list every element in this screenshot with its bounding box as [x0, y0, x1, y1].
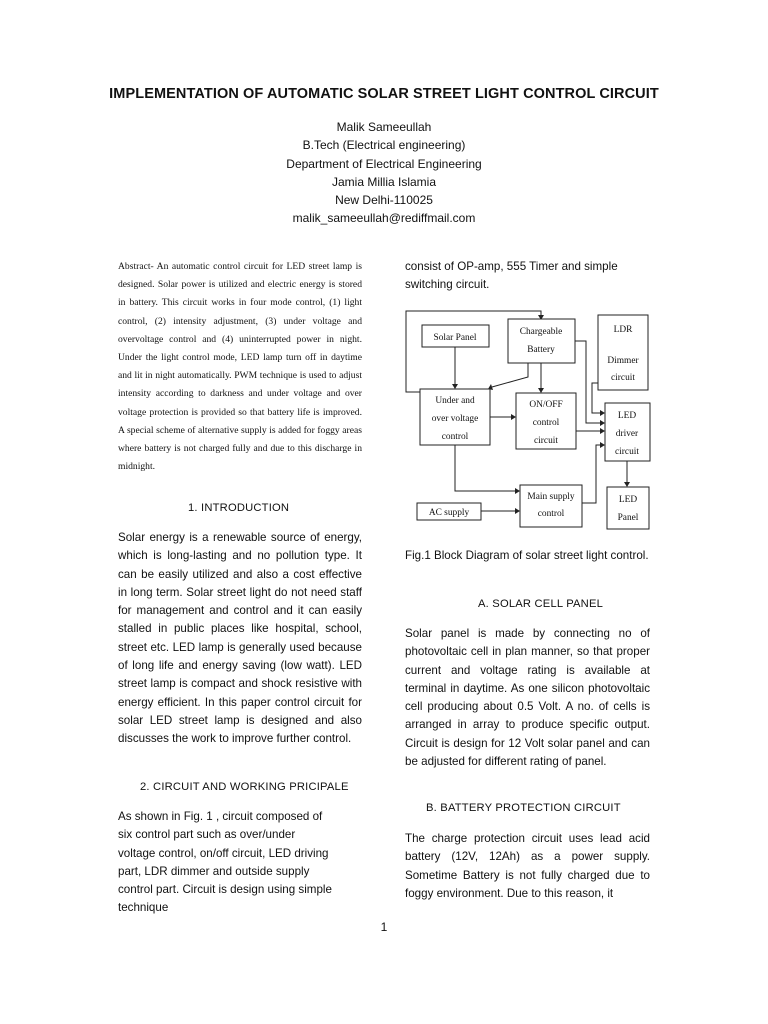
main-supply-label-1: Main supply — [527, 492, 575, 502]
arrow-head — [515, 488, 520, 494]
author-city: New Delhi-110025 — [335, 193, 433, 208]
led-driver-label-3: circuit — [615, 447, 639, 457]
author-name: Malik Sameeullah — [336, 120, 432, 134]
led-driver-label-1: LED — [617, 411, 637, 421]
battery-label-1: Chargeable — [519, 327, 563, 337]
author-email: malik_sameeullah@rediffmail.com — [292, 211, 476, 226]
dimmer-label-1: Dimmer — [607, 356, 639, 366]
uov-label-1: Under and — [435, 396, 475, 406]
arrow-head — [452, 384, 458, 389]
dimmer-label-2: circuit — [611, 373, 635, 383]
author-degree: B.Tech (Electrical engineering) — [302, 138, 466, 153]
battery-heading: B. BATTERY PROTECTION CIRCUIT — [426, 802, 621, 814]
circuit-heading: 2. CIRCUIT AND WORKING PRICIPALE — [140, 781, 349, 793]
battery-label-2: Battery — [527, 345, 555, 355]
led-panel-label-1: LED — [618, 495, 638, 505]
wire — [575, 341, 601, 423]
arrow-head — [600, 442, 605, 448]
arrow-head — [600, 410, 605, 416]
circuit-text: As shown in Fig. 1 , circuit composed of six control part such as over/under voltage control, on/off circuit, LED driving part, LDR dimmer and outside supply control part. Circuit is design using simple technique — [118, 810, 332, 915]
circuit-text-continued: consist of OP-amp, 555 Timer and simple switching circuit. — [405, 260, 618, 292]
uov-label-3: control — [441, 432, 469, 442]
wire — [492, 363, 528, 387]
figure-caption: Fig.1 Block Diagram of solar street light control. — [405, 549, 649, 562]
main-supply-label-2: control — [537, 509, 565, 519]
led-panel-label-2: Panel — [617, 513, 639, 523]
onoff-label-3: circuit — [534, 436, 558, 446]
paper-title: IMPLEMENTATION OF AUTOMATIC SOLAR STREET LIGHT CONTROL CIRCUIT — [109, 86, 659, 102]
led-driver-label-2: driver — [615, 429, 639, 439]
uov-label-2: over voltage — [431, 414, 479, 424]
author-university: Jamia Millia Islamia — [331, 174, 437, 189]
wire — [455, 445, 516, 491]
abstract: Abstract- An automatic control circuit for LED street lamp is designed. Solar power is utilized and electric energy is stored in battery. This circuit works in four mode control, (1) light control, (2) intensity adjustment, (3) under voltage and overvoltage control and (4) uninterrupted power in night. Under the light control mode, LED lamp turn off in daytime and lit in night automatically. PWM technique is used to adjust intensity according to darkness and under voltage and over voltage protection is provided so that battery life is improved. A special scheme of alternative supply is added for foggy areas where battery is not charged fully and due to this discharge in midnight. — [118, 261, 362, 473]
introduction-heading: 1. INTRODUCTION — [188, 502, 290, 514]
ldr-label: LDR — [613, 325, 633, 335]
solar-panel-label: Solar Panel — [433, 333, 477, 343]
solar-panel-heading: A. SOLAR CELL PANEL — [478, 598, 604, 610]
arrow-head — [600, 428, 605, 434]
wire — [582, 445, 601, 503]
solar-panel-text: Solar panel is made by connecting no of photovoltaic cell in plan manner, so that proper current and voltage rating is available at terminal in daytime. As one silicon photovoltaic cell producing about 0.5 Volt. A no. of cells is arranged in array to produce specific output. Circuit is design for 12 Volt solar panel and can be adjusted for different rating of panel. — [405, 627, 650, 769]
arrow-head — [515, 508, 520, 514]
battery-block — [508, 319, 575, 363]
onoff-label-2: control — [532, 418, 560, 428]
onoff-label-1: ON/OFF — [529, 400, 563, 410]
block-diagram — [400, 305, 660, 535]
author-department: Department of Electrical Engineering — [286, 156, 482, 171]
introduction-text: Solar energy is a renewable source of energy, which is long-lasting and no pollution type. It can be easily utilized and also a cost effective in long term. Solar street light do not need staff for management and control and it can easily stalled in public places like hospital, school, street etc. LED lamp is generally used because of long life and energy saving (low watt). LED street lamp is compact and shock resistive with energy efficient. In this paper control circuit for solar LED street lamp is designed and also discusses the work to improve further control. — [118, 531, 362, 746]
arrow-head — [624, 482, 630, 487]
arrow-head — [511, 414, 516, 420]
page-number: 1 — [380, 920, 388, 934]
arrow-head — [600, 420, 605, 426]
battery-text: The charge protection circuit uses lead acid battery (12V, 12Ah) as a power supply. Sometime Battery is not fully charged due to foggy environment. Due to this reason, it — [405, 832, 650, 900]
author-block — [0, 118, 768, 228]
ac-supply-label: AC supply — [428, 508, 470, 518]
arrow-head — [538, 388, 544, 393]
